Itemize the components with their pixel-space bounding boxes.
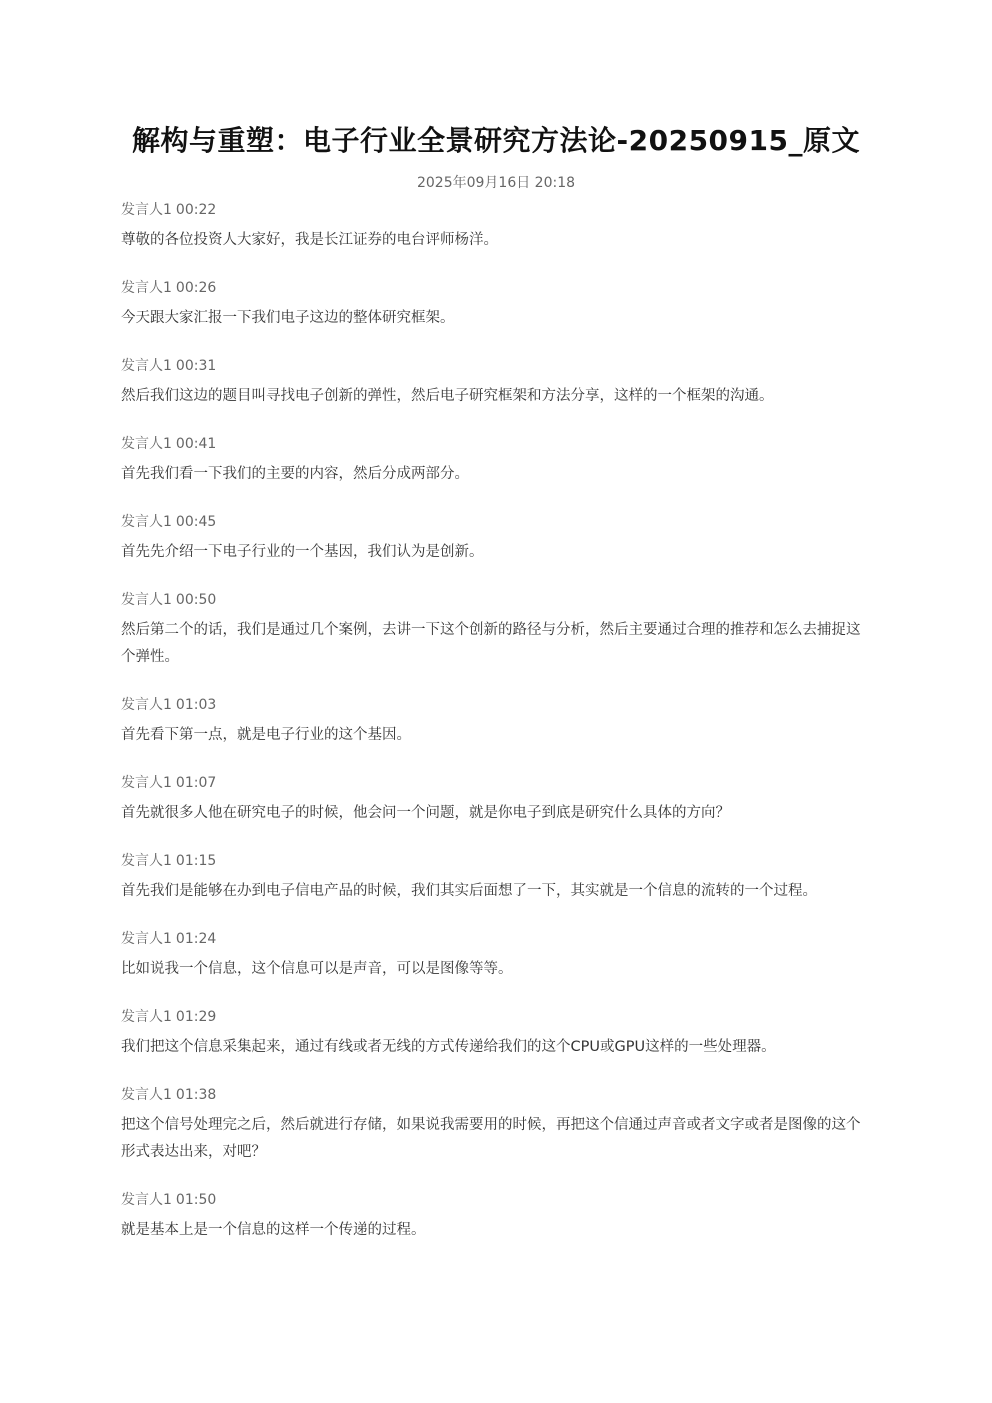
speaker-name: 发言人1 bbox=[121, 1087, 172, 1103]
timestamp: 01:50 bbox=[175, 1192, 217, 1208]
transcript-entry bbox=[121, 1086, 873, 1166]
speaker-name: 发言人1 bbox=[121, 592, 172, 608]
timestamp: 00:45 bbox=[175, 514, 217, 530]
timestamp: 00:50 bbox=[175, 592, 217, 608]
transcript bbox=[121, 201, 873, 1269]
timestamp: 00:41 bbox=[175, 436, 217, 452]
transcript-entry bbox=[121, 774, 873, 827]
speaker-name: 发言人1 bbox=[121, 697, 172, 713]
speaker-line bbox=[121, 591, 873, 609]
entry-text: 首先先介绍一下电子行业的一个基因，我们认为是创新。 bbox=[121, 544, 484, 560]
timestamp: 00:31 bbox=[175, 358, 217, 374]
timestamp: 01:03 bbox=[175, 697, 217, 713]
timestamp: 00:22 bbox=[175, 202, 217, 218]
speaker-name: 发言人1 bbox=[121, 931, 172, 947]
entry-text: 把这个信号处理完之后，然后就进行存储，如果说我需要用的时候，再把这个信通过声音或者文字或者是图像的这个形式表达出来，对吧？ bbox=[121, 1117, 861, 1160]
speaker-name: 发言人1 bbox=[121, 1192, 172, 1208]
entry-text: 首先就很多人他在研究电子的时候，他会问一个问题，就是你电子到底是研究什么具体的方向？ bbox=[121, 805, 730, 821]
speaker-name: 发言人1 bbox=[121, 775, 172, 791]
speaker-name: 发言人1 bbox=[121, 514, 172, 530]
speaker-line bbox=[121, 696, 873, 714]
transcript-entry bbox=[121, 435, 873, 488]
speaker-line bbox=[121, 1086, 873, 1104]
speaker-name: 发言人1 bbox=[121, 1009, 172, 1025]
speaker-name: 发言人1 bbox=[121, 853, 172, 869]
entry-text: 然后第二个的话，我们是通过几个案例，去讲一下这个创新的路径与分析，然后主要通过合理的推荐和怎么去捕捉这个弹性。 bbox=[121, 622, 861, 665]
transcript-entry bbox=[121, 279, 873, 332]
speaker-line bbox=[121, 1008, 873, 1026]
timestamp: 00:26 bbox=[175, 280, 217, 296]
entry-text: 我们把这个信息采集起来，通过有线或者无线的方式传递给我们的这个CPU或GPU这样的一些处理器。 bbox=[121, 1039, 776, 1055]
entry-text: 首先我们看一下我们的主要的内容，然后分成两部分。 bbox=[121, 466, 469, 482]
entry-text: 首先看下第一点，就是电子行业的这个基因。 bbox=[121, 727, 411, 743]
document-title: 解构与重塑：电子行业全景研究方法论-20250915_原文 bbox=[132, 124, 860, 157]
transcript-entry bbox=[121, 696, 873, 749]
speaker-line bbox=[121, 930, 873, 948]
speaker-line bbox=[121, 279, 873, 297]
speaker-line bbox=[121, 435, 873, 453]
entry-text: 尊敬的各位投资人大家好，我是长江证券的电台评师杨洋。 bbox=[121, 232, 498, 248]
timestamp: 01:15 bbox=[175, 853, 217, 869]
speaker-name: 发言人1 bbox=[121, 436, 172, 452]
timestamp: 01:24 bbox=[175, 931, 217, 947]
entry-text: 就是基本上是一个信息的这样一个传递的过程。 bbox=[121, 1222, 426, 1238]
speaker-line bbox=[121, 357, 873, 375]
timestamp: 01:38 bbox=[175, 1087, 217, 1103]
transcript-entry bbox=[121, 1191, 873, 1244]
speaker-name: 发言人1 bbox=[121, 358, 172, 374]
speaker-line bbox=[121, 201, 873, 219]
transcript-entry bbox=[121, 591, 873, 671]
timestamp: 01:29 bbox=[175, 1009, 217, 1025]
transcript-entry bbox=[121, 1008, 873, 1061]
entry-text: 然后我们这边的题目叫寻找电子创新的弹性，然后电子研究框架和方法分享，这样的一个框架的沟通。 bbox=[121, 388, 774, 404]
transcript-entry bbox=[121, 930, 873, 983]
transcript-entry bbox=[121, 852, 873, 905]
entry-text: 比如说我一个信息，这个信息可以是声音，可以是图像等等。 bbox=[121, 961, 513, 977]
timestamp: 01:07 bbox=[175, 775, 217, 791]
transcript-entry bbox=[121, 201, 873, 254]
speaker-line bbox=[121, 1191, 873, 1209]
transcript-entry bbox=[121, 357, 873, 410]
speaker-line bbox=[121, 852, 873, 870]
document-datetime: 2025年09月16日 20:18 bbox=[416, 175, 576, 191]
speaker-name: 发言人1 bbox=[121, 202, 172, 218]
entry-text: 今天跟大家汇报一下我们电子这边的整体研究框架。 bbox=[121, 310, 455, 326]
speaker-line bbox=[121, 513, 873, 531]
speaker-name: 发言人1 bbox=[121, 280, 172, 296]
entry-text: 首先我们是能够在办到电子信电产品的时候，我们其实后面想了一下，其实就是一个信息的流转的一个过程。 bbox=[121, 883, 817, 899]
speaker-line bbox=[121, 774, 873, 792]
transcript-entry bbox=[121, 513, 873, 566]
